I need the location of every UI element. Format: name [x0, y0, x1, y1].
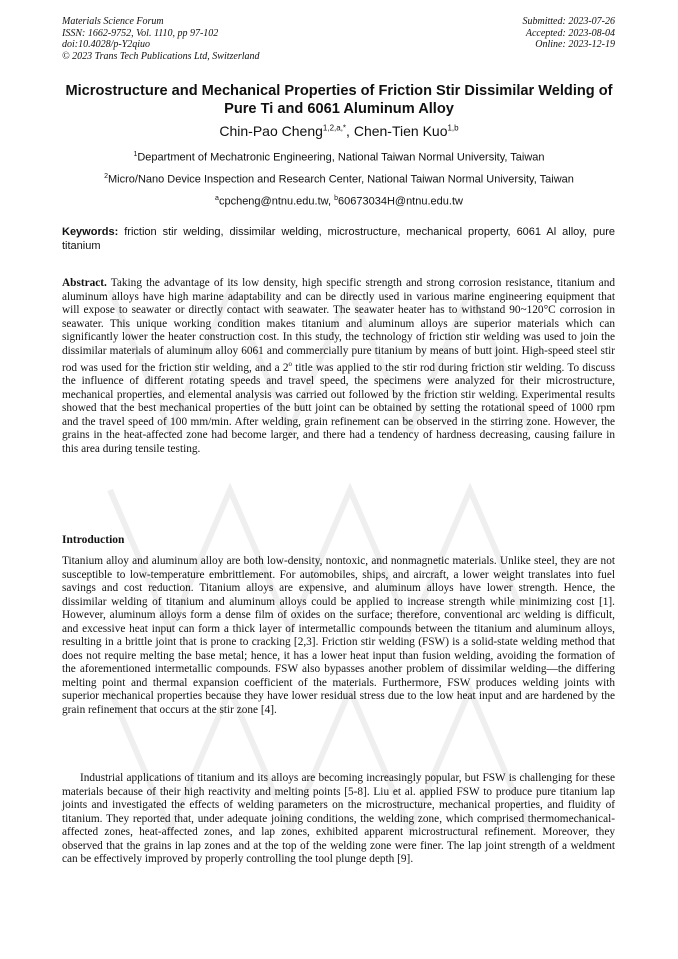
online-date: Online: 2023-12-19 — [535, 39, 615, 50]
author-affil-sup: 1,b — [447, 123, 459, 133]
dates-info — [523, 16, 616, 51]
issn-line: ISSN: 1662-9752, Vol. 1110, pp 97-102 — [62, 27, 219, 39]
copyright-line: © 2023 Trans Tech Publications Ltd, Switzerland — [62, 50, 260, 62]
introduction-heading: Introduction — [62, 534, 125, 546]
intro-paragraph-1: Titanium alloy and aluminum alloy are both low-density, nontoxic, and nonmagnetic materials. Unlike steel, they are not susceptible to low-temperature embrittlement. For automobiles, ships, and aircraft, a lower weight translates into fuel savings and cost reduction. Titanium alloys are expensive, and aluminum alloys have lower strength. Hence, the dissimilar welding of titanium and aluminum alloys could be applied to increase strength while minimizing cost [1]. However, aluminum alloys form a dense film of oxides on the surface; therefore, conventional arc welding is difficult, and excessive heat input can form a thick layer of intermetallic compounds between the titanium and aluminum alloys, resulting in a brittle joint that is prone to cracking [2,3]. Friction stir welding (FSW) is a solid-state welding method that does not require melting the base metal; hence, it has a lower heat input than fusion welding, avoiding the formation of the aforementioned intermetallic compounds. FSW also bypasses another problem of dissimilar welding—the differing melting point and thermal expansion coefficient of the materials. Furthermore, FSW produces welding joints with superior mechanical properties because they have lower residual stress due to the low heat input and are hardened by the grain refinement that occurs at the stir zone [4]. — [62, 555, 615, 716]
abstract — [62, 277, 615, 456]
submitted-date: Submitted: 2023-07-26 — [522, 16, 615, 27]
author-name: Chin-Pao Cheng — [219, 123, 323, 139]
email-sep: , — [327, 195, 335, 208]
email-sup: b — [334, 195, 339, 202]
email-a: cpcheng@ntnu.edu.tw — [218, 195, 328, 208]
affiliation-2 — [40, 173, 638, 186]
affiliation-1 — [40, 151, 638, 164]
keywords-text: friction stir welding, dissimilar welding, microstructure, mechanical property, 6061 Al alloy, pure titanium — [62, 226, 615, 252]
abstract-text-cont: title was applied to the stir rod during friction stir welding. To discuss the influence of different rotating speeds and travel speed, the specimens were analyzed for their microstructure, mechanical properties, and elemental analysis was carried out followed by the friction stir welding. Experimental results showed that the best mechanical properties of the butt joint can be obtained by setting the rotational speed of 1000 rpm and the travel speed of 100 mm/min. After welding, grain refinement can be observed in the stirring zone. However, the grains in the heat-affected zone had become larger, and there had a tendency of hardness decreasing, causing failure in this area during tensile testing. — [62, 361, 615, 455]
email-b: 60673034H@ntnu.edu.tw — [338, 195, 463, 208]
doi-line: doi:10.4028/p-Y2qiuo — [62, 39, 151, 50]
abstract-label: Abstract. — [62, 277, 107, 289]
journal-name: Materials Science Forum — [62, 16, 164, 27]
accepted-date: Accepted: 2023-08-04 — [525, 27, 615, 39]
intro-paragraph-2: Industrial applications of titanium and its alloys are becoming increasingly popular, but FSW is challenging for these materials because of their high reactivity and melting points [5-8]. Liu et al. applied FSW to produce pure titanium lap joints and investigated the effects of welding parameters on the microstructure, mechanical properties, and fluidity of titanium. They reported that, under adequate joining conditions, the welding zone, which comprised thermomechanical-affected zones, heat-affected zones, and lap zones, exhibited apparent microstructural refinement. Moreover, they observed that the grains in lap zones and at the top of the welding zone were finer. The lap joint strength of a weldment can be effectively improved by properly controlling the tool plunge depth [9]. — [62, 772, 615, 866]
journal-info — [62, 16, 260, 62]
affil-sup: 1 — [133, 151, 138, 158]
email-sup: a — [215, 195, 219, 202]
author-line — [60, 123, 618, 139]
author-separator: , — [346, 123, 354, 139]
keywords-label: Keywords: — [62, 226, 119, 238]
affil-text: Micro/Nano Device Inspection and Research Center, National Taiwan Normal University, Taiwan — [108, 173, 574, 186]
affil-text: Department of Mechatronic Engineering, National Taiwan Normal University, Taiwan — [137, 151, 545, 164]
paper-title: Microstructure and Mechanical Properties of Friction Stir Dissimilar Welding of Pure Ti and 6061 Aluminum Alloy — [65, 83, 613, 117]
author-affil-sup: 1,2,a,* — [322, 123, 347, 133]
email-line — [40, 195, 638, 208]
degree-sup: o — [288, 360, 292, 369]
abstract-text: Taking the advantage of its low density, high specific strength and strong corrosion resistance, titanium and aluminum alloys have high marine adaptability and can be directly used in various marine engineering equipment that will expose to seawater or directly contact with seawater. The seawater heater has to withstand 90~120°C corrosion in seawater. This unique working condition makes titanium and aluminum alloys are superior materials which can significantly lower the heater construction cost. In this study, the technology of friction stir welding was used to join the dissimilar materials of aluminum alloy 6061 and commercially pure titanium by means of butt joint. High-speed steel stir rod was used for the friction stir welding, and a 2 — [62, 277, 615, 374]
affil-sup: 2 — [104, 173, 108, 180]
keywords — [62, 226, 615, 253]
author-name: Chen-Tien Kuo — [353, 123, 448, 139]
